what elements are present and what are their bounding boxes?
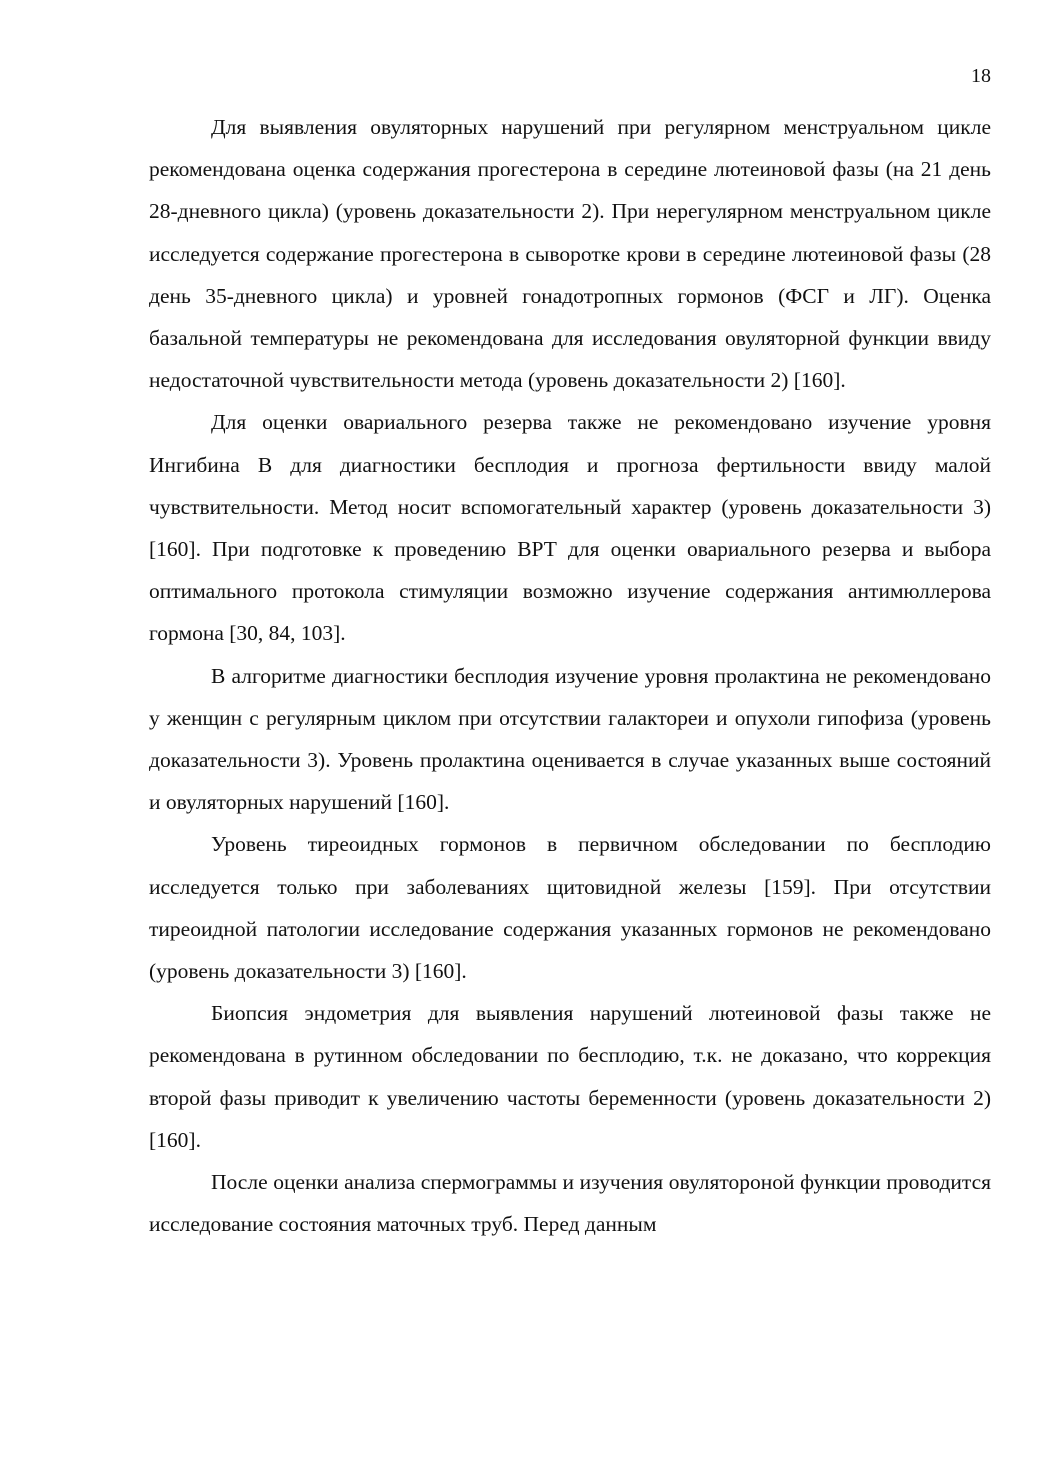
page-number: 18 [971,65,991,87]
paragraph-ovarian-reserve: Для оценки овариального резерва также не рекомендовано изучение уровня Ингибина В для диагностики бесплодия и прогноза фертильности ввиду малой чувствительности. Метод носит вспомогательный характер (уровень доказательности 3) [160]. При подготовке к проведению ВРТ для оценки овариального резерва и выбора оптимального протокола стимуляции возможно изучение содержания антимюллерова гормона [30, 84, 103]. [149,410,991,646]
paragraph-ovulation-assessment: Для выявления овуляторных нарушений при регулярном менструальном цикле рекомендована оценка содержания прогестерона в середине лютеиновой фазы (на 21 день 28-дневного цикла) (уровень доказательности 2). При нерегулярном менструальном цикле исследуется содержание прогестерона в сыворотке крови в середине лютеиновой фазы (28 день 35-дневного цикла) и уровней гонадотропных гормонов (ФСГ и ЛГ). Оценка базальной температуры не рекомендована для исследования овуляторной функции ввиду недостаточной чувствительности метода (уровень доказательности 2) [160]. [149,115,991,393]
paragraph-endometrial-biopsy: Биопсия эндометрия для выявления нарушений лютеиновой фазы также не рекомендована в рутинном обследовании по бесплодию, т.к. не доказано, что коррекция второй фазы приводит к увеличению частоты беременности (уровень доказательности 2) [160]. [149,1001,991,1152]
paragraph-thyroid-hormones: Уровень тиреоидных гормонов в первичном обследовании по бесплодию исследуется только при заболеваниях щитовидной железы [159]. При отсутствии тиреоидной патологии исследование содержания указанных гормонов не рекомендовано (уровень доказательности 3) [160]. [149,832,991,984]
body-text [149,106,991,1245]
paragraph-prolactin: В алгоритме диагностики бесплодия изучение уровня пролактина не рекомендовано у женщин с регулярным циклом при отсутствии галактореи и опухоли гипофиза (уровень доказательности 3). Уровень пролактина оценивается в случае указанных выше состояний и овуляторных нарушений [160]. [149,663,991,815]
paragraph-tubal-assessment: После оценки анализа спермограммы и изучения овуляторoной функции проводится исследование состояния маточных труб. Перед данным [149,1170,991,1237]
